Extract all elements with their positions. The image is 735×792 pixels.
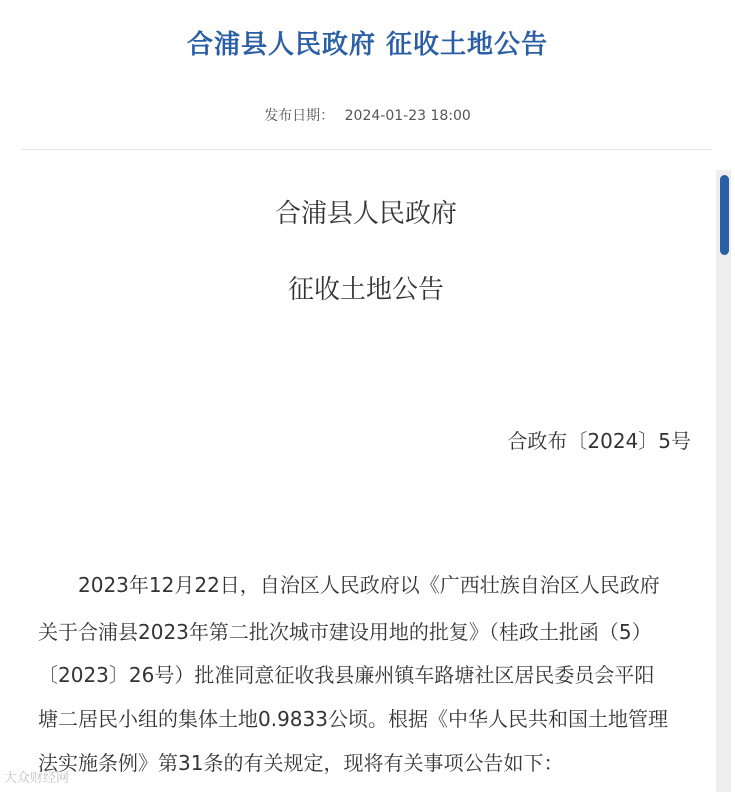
publish-date-label: 发布日期： <box>264 108 335 124</box>
publish-date-value: 2024-01-23 18:00 <box>344 108 471 124</box>
scrollbar-thumb[interactable] <box>720 175 729 255</box>
page-title: 合浦县人民政府 征收土地公告 <box>186 30 549 60</box>
body-line-5: 法实施条例》第31条的有关规定，现将有关事项公告如下： <box>38 751 564 775</box>
document-number: 合政布〔2024〕5号 <box>507 429 691 453</box>
body-line-3: 〔2023〕26号）批准同意征收我县廉州镇车路塘社区居民委员会平阳 <box>38 663 655 687</box>
body-line-4: 塘二居民小组的集体土地0.9833公顷。根据《中华人民共和国土地管理 <box>38 707 668 731</box>
body-line-2: 关于合浦县2023年第二批次城市建设用地的批复》（桂政土批函（5） <box>38 620 652 644</box>
document-issuer: 合浦县人民政府 <box>274 199 457 229</box>
body-line-1: 2023年12月22日，自治区人民政府以《广西壮族自治区人民政府 <box>38 573 660 597</box>
watermark: 大众财经网 <box>4 771 70 786</box>
header-divider <box>22 149 712 150</box>
publish-meta <box>0 105 735 125</box>
document-title: 征收土地公告 <box>287 275 444 305</box>
vertical-scrollbar[interactable] <box>716 170 731 792</box>
